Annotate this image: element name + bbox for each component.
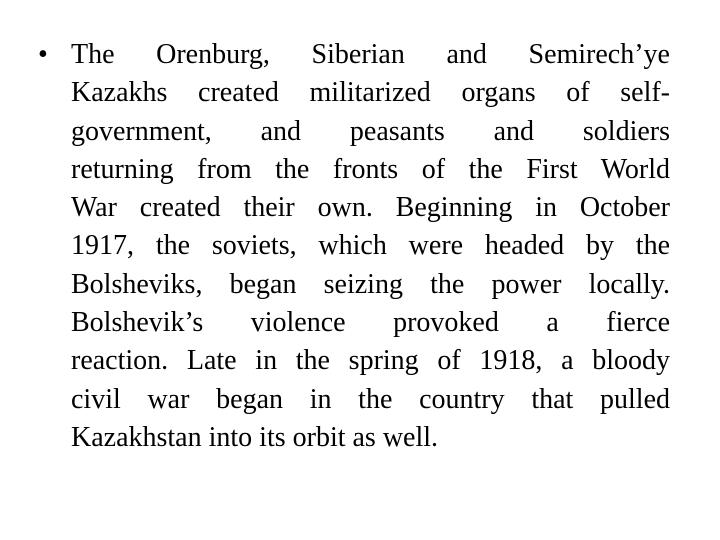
bullet-icon: • — [38, 39, 48, 70]
paragraph-line: Kazakhstan into its orbit as well. — [71, 421, 439, 453]
bullet-item — [38, 36, 670, 457]
paragraph-line: returning from the fronts of the First World — [71, 153, 670, 185]
paragraph-line: The Orenburg, Siberian and Semirech’ye — [71, 39, 670, 70]
paragraph-line: Bolshevik’s violence provoked a fierce — [71, 307, 670, 339]
paragraph-line: 1917, the soviets, which were headed by the — [71, 230, 670, 262]
paragraph-line: War created their own. Beginning in October — [71, 192, 670, 224]
paragraph-line: government, and peasants and soldiers — [71, 115, 670, 147]
paragraph-line: reaction. Late in the spring of 1918, a bloody — [71, 345, 670, 377]
paragraph-line: Kazakhs created militarized organs of self- — [71, 77, 670, 109]
bullet-paragraph — [71, 36, 670, 457]
paragraph-line: Bolsheviks, began seizing the power locally. — [71, 268, 670, 300]
paragraph-line: civil war began in the country that pulled — [71, 383, 670, 415]
